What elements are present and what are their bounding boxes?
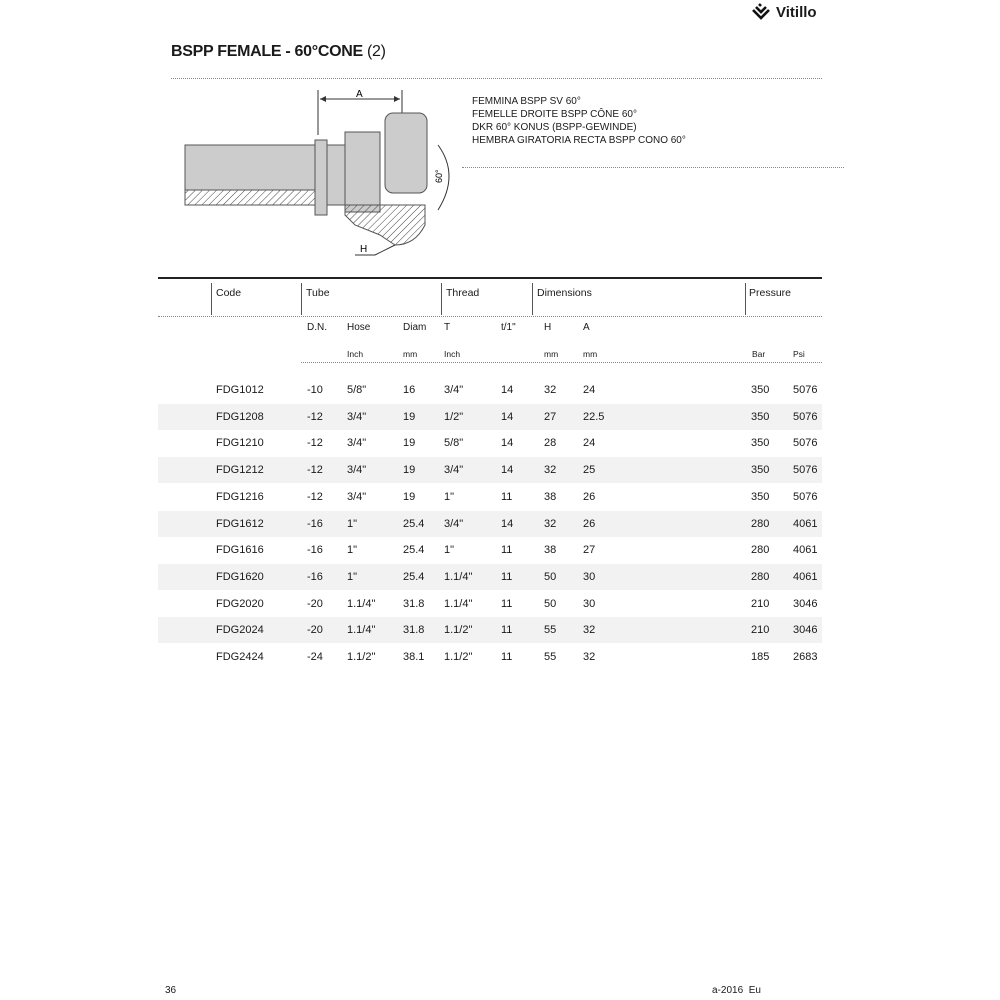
cell-psi: 4061	[793, 517, 818, 530]
description-fr: FEMELLE DROITE BSPP CÔNE 60°	[472, 109, 637, 120]
title-main: BSPP FEMALE - 60°CONE	[171, 43, 363, 60]
table-top-rule	[158, 277, 822, 279]
subheader-diam: Diam	[403, 322, 427, 333]
cell-h: 50	[544, 597, 557, 610]
cell-h: 55	[544, 624, 557, 637]
cell-tpi: 14	[501, 464, 514, 477]
cell-dn: -16	[307, 517, 323, 530]
cell-code: FDG1216	[216, 490, 264, 503]
cell-thread-t: 3/4"	[444, 517, 464, 530]
cell-diam: 25.4	[403, 570, 425, 583]
cell-psi: 3046	[793, 597, 818, 610]
cell-hose: 1"	[347, 517, 358, 530]
column-divider	[532, 283, 533, 315]
dimension-h-label: H	[360, 244, 368, 255]
cell-code: FDG1210	[216, 437, 264, 450]
cell-diam: 38.1	[403, 651, 425, 663]
cell-hose: 5/8"	[347, 384, 367, 396]
column-divider	[301, 283, 302, 315]
cell-bar: 280	[751, 517, 770, 530]
cell-tpi: 14	[501, 517, 514, 530]
divider	[301, 362, 822, 363]
cell-h: 55	[544, 651, 557, 663]
cell-tpi: 14	[501, 437, 514, 450]
header-pressure: Pressure	[749, 287, 792, 299]
cell-bar: 185	[751, 651, 770, 663]
cell-h: 27	[544, 410, 557, 423]
cell-diam: 19	[403, 410, 416, 423]
cell-hose: 1.1/2"	[347, 651, 376, 663]
brand-logo	[750, 2, 817, 22]
subheader-t: T	[444, 322, 451, 333]
cell-dn: -24	[307, 651, 323, 663]
cell-diam: 16	[403, 384, 416, 396]
cell-a: 30	[583, 597, 596, 610]
cell-diam: 31.8	[403, 624, 425, 637]
cell-diam: 31.8	[403, 597, 425, 610]
cell-a: 22.5	[583, 410, 605, 423]
cell-psi: 4061	[793, 544, 818, 557]
cell-h: 32	[544, 517, 557, 530]
header-thread: Thread	[446, 287, 480, 299]
cell-bar: 350	[751, 464, 770, 477]
cell-bar: 280	[751, 544, 770, 557]
table-row	[158, 591, 822, 617]
cell-thread-t: 5/8"	[444, 437, 464, 450]
cell-psi: 5076	[793, 490, 818, 503]
header-tube: Tube	[306, 287, 330, 299]
table-row	[158, 457, 822, 483]
cell-thread-t: 1.1/4"	[444, 570, 473, 583]
cell-psi: 3046	[793, 624, 818, 637]
cell-bar: 350	[751, 490, 770, 503]
cell-code: FDG2024	[216, 624, 264, 637]
table-row	[158, 404, 822, 430]
cell-tpi: 11	[501, 544, 513, 557]
cell-thread-t: 1.1/4"	[444, 597, 473, 610]
unit-h: mm	[544, 349, 559, 359]
header-dimensions: Dimensions	[537, 287, 592, 299]
cell-diam: 25.4	[403, 517, 425, 530]
cell-code: FDG2020	[216, 597, 264, 610]
cell-hose: 1.1/4"	[347, 624, 376, 637]
cell-dn: -20	[307, 624, 323, 637]
cell-thread-t: 1.1/2"	[444, 624, 473, 637]
cell-hose: 3/4"	[347, 464, 367, 477]
description-list	[472, 95, 686, 147]
cell-bar: 280	[751, 570, 770, 583]
table-row	[158, 644, 822, 670]
cell-h: 38	[544, 490, 557, 503]
cell-hose: 3/4"	[347, 437, 367, 450]
column-divider	[441, 283, 442, 315]
cell-bar: 210	[751, 597, 770, 610]
cell-h: 50	[544, 570, 557, 583]
unit-psi: Psi	[793, 349, 805, 359]
table-row	[158, 564, 822, 590]
brand-name: Vitillo	[776, 3, 817, 21]
page-title	[171, 43, 386, 61]
cell-tpi: 11	[501, 490, 513, 503]
table-row	[158, 511, 822, 537]
description-es: HEMBRA GIRATORIA RECTA BSPP CONO 60°	[472, 135, 686, 146]
cell-diam: 19	[403, 490, 416, 503]
cell-dn: -20	[307, 597, 323, 610]
cell-bar: 350	[751, 384, 770, 396]
cell-thread-t: 1"	[444, 544, 455, 557]
cell-code: FDG1616	[216, 544, 264, 557]
cell-dn: -12	[307, 490, 323, 503]
cell-dn: -12	[307, 464, 323, 477]
cell-a: 27	[583, 544, 596, 557]
cell-bar: 350	[751, 437, 770, 450]
cell-a: 24	[583, 437, 596, 450]
cell-tpi: 14	[501, 410, 514, 423]
cell-code: FDG1212	[216, 464, 264, 477]
table-row	[158, 430, 822, 456]
column-divider	[745, 283, 746, 315]
cell-h: 32	[544, 464, 557, 477]
cell-thread-t: 3/4"	[444, 464, 464, 477]
subheader-tpi: t/1"	[501, 322, 516, 333]
cell-dn: -12	[307, 437, 323, 450]
table-row	[158, 484, 822, 510]
cell-thread-t: 3/4"	[444, 384, 464, 396]
angle-label: 60°	[434, 169, 444, 183]
cell-hose: 1.1/4"	[347, 597, 376, 610]
subheader-h: H	[544, 322, 552, 333]
cell-a: 32	[583, 624, 596, 637]
cell-tpi: 11	[501, 597, 513, 610]
page-number: 36	[165, 985, 177, 996]
cell-tpi: 11	[501, 624, 513, 637]
cell-diam: 19	[403, 464, 416, 477]
cell-thread-t: 1/2"	[444, 410, 464, 423]
cell-a: 24	[583, 384, 596, 396]
cell-a: 32	[583, 651, 596, 663]
table-row	[158, 377, 822, 403]
cell-hose: 3/4"	[347, 490, 367, 503]
cell-a: 26	[583, 517, 596, 530]
description-it: FEMMINA BSPP SV 60°	[472, 96, 581, 107]
unit-bar: Bar	[752, 349, 766, 359]
subheader-hose: Hose	[347, 322, 371, 333]
cell-psi: 5076	[793, 410, 818, 423]
cell-dn: -16	[307, 570, 323, 583]
subheader-dn: D.N.	[307, 322, 327, 333]
cell-dn: -12	[307, 410, 323, 423]
divider	[158, 316, 822, 317]
cell-h: 28	[544, 437, 557, 450]
cell-psi: 5076	[793, 437, 818, 450]
cell-psi: 5076	[793, 384, 818, 396]
cell-code: FDG1208	[216, 410, 264, 423]
unit-diam: mm	[403, 349, 418, 359]
divider	[171, 78, 822, 79]
description-de: DKR 60° KONUS (BSPP-GEWINDE)	[472, 122, 637, 133]
vitillo-logo-icon	[750, 2, 772, 22]
header-code: Code	[216, 287, 242, 299]
cell-a: 26	[583, 490, 596, 503]
cell-diam: 19	[403, 437, 416, 450]
cell-code: FDG1620	[216, 570, 264, 583]
fitting-diagram	[180, 85, 460, 260]
cell-tpi: 11	[501, 570, 513, 583]
cell-tpi: 14	[501, 384, 514, 396]
edition-label: a-2016 Eu	[712, 985, 761, 996]
cell-diam: 25.4	[403, 544, 425, 557]
divider	[462, 167, 844, 168]
cell-bar: 210	[751, 624, 770, 637]
cell-hose: 3/4"	[347, 410, 367, 423]
cell-a: 30	[583, 570, 596, 583]
dimension-a-label: A	[356, 89, 363, 100]
unit-a: mm	[583, 349, 598, 359]
cell-hose: 1"	[347, 544, 358, 557]
cell-psi: 5076	[793, 464, 818, 477]
cell-code: FDG2424	[216, 651, 264, 663]
cell-bar: 350	[751, 410, 770, 423]
cell-thread-t: 1.1/2"	[444, 651, 473, 663]
table-row	[158, 617, 822, 643]
cell-h: 38	[544, 544, 557, 557]
cell-a: 25	[583, 464, 596, 477]
subheader-a: A	[583, 322, 590, 333]
unit-t: Inch	[444, 349, 461, 359]
cell-code: FDG1012	[216, 384, 264, 396]
column-divider	[211, 283, 212, 315]
cell-psi: 4061	[793, 570, 818, 583]
cell-code: FDG1612	[216, 517, 264, 530]
cell-hose: 1"	[347, 570, 358, 583]
cell-dn: -10	[307, 384, 323, 396]
title-suffix: (2)	[367, 43, 386, 60]
unit-hose: Inch	[347, 349, 364, 359]
cell-tpi: 11	[501, 651, 513, 663]
cell-dn: -16	[307, 544, 323, 557]
table-row	[158, 537, 822, 563]
cell-psi: 2683	[793, 651, 818, 663]
cell-thread-t: 1"	[444, 490, 455, 503]
cell-h: 32	[544, 384, 557, 396]
